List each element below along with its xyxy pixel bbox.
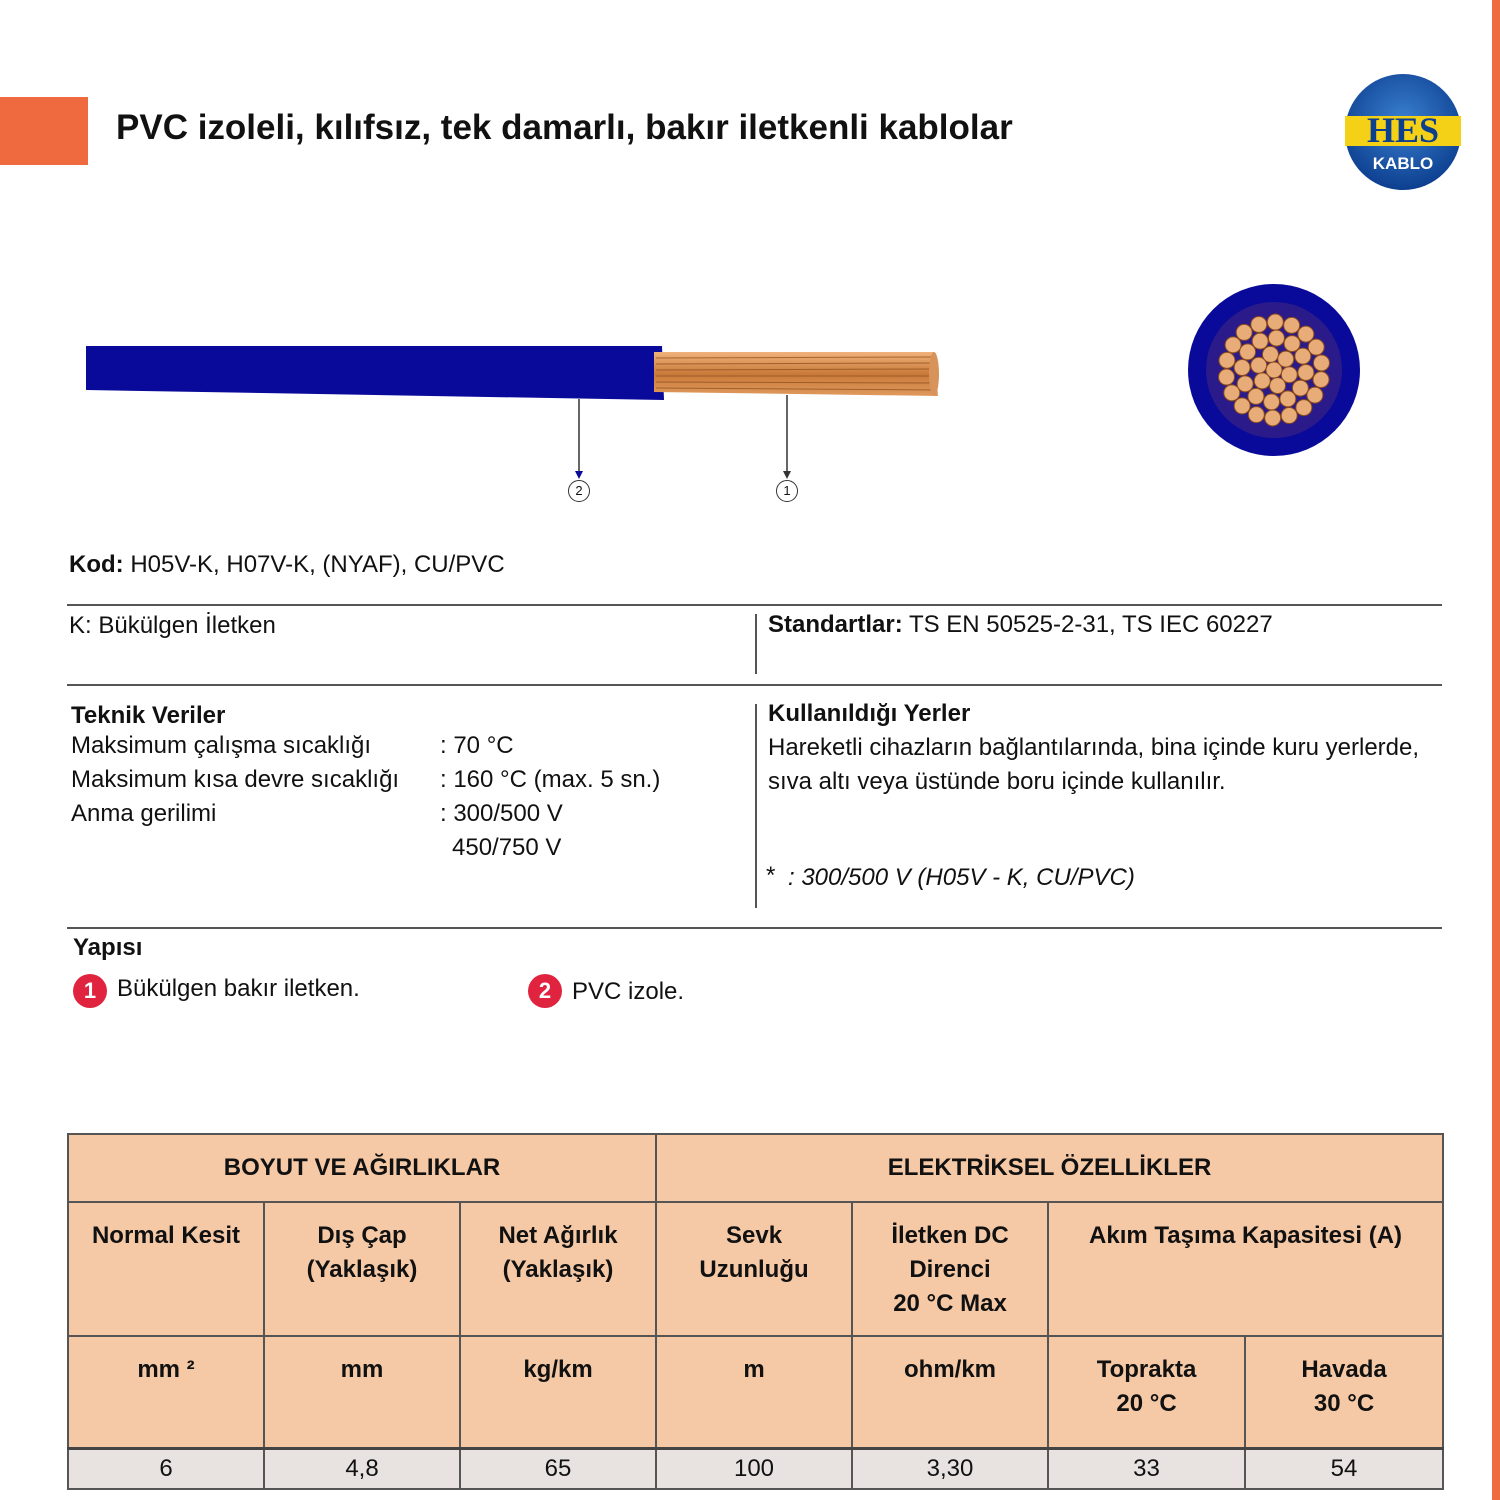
divider-1 <box>67 604 1442 606</box>
copper-strand <box>1224 385 1240 401</box>
divider-2 <box>67 684 1442 686</box>
copper-strand <box>1219 352 1235 368</box>
logo-text: HES <box>1366 110 1440 150</box>
vertical-divider-2 <box>755 704 757 908</box>
header-net-agirlik: Net Ağırlık (Yaklaşık) <box>460 1202 656 1336</box>
copper-strand <box>1262 346 1278 362</box>
logo-subtext: KABLO <box>1372 154 1434 173</box>
tech-label-2: Anma gerilimi <box>71 800 217 827</box>
copper-strand <box>1248 407 1264 423</box>
right-accent-border <box>1492 0 1500 1500</box>
standards-line <box>768 611 1273 639</box>
copper-strand <box>1268 330 1284 346</box>
copper-strand <box>1219 369 1235 385</box>
table-row <box>68 1448 1443 1489</box>
standards-label: Standartlar: <box>768 611 903 638</box>
tech-label-0: Maksimum çalışma sıcaklığı <box>71 732 372 759</box>
spec-table <box>67 1133 1444 1490</box>
code-value: H05V-K, H07V-K, (NYAF), CU/PVC <box>130 551 505 578</box>
vertical-divider-1 <box>755 614 757 674</box>
copper-strand <box>1254 373 1270 389</box>
cable-cross-section <box>1186 282 1362 458</box>
tech-value-0: : 70 °C <box>440 732 514 759</box>
copper-strand <box>1267 314 1283 330</box>
unit-mm: mm <box>264 1336 460 1448</box>
copper-strand <box>1236 324 1252 340</box>
group-dimensions: BOYUT VE AĞIRLIKLAR <box>68 1134 656 1202</box>
copper-strand <box>1264 394 1280 410</box>
unit-toprakta: Toprakta 20 °C <box>1048 1336 1245 1448</box>
usage-heading: Kullanıldığı Yerler <box>768 700 971 727</box>
callout-2: 2 <box>568 480 590 502</box>
header-dis-cap: Dış Çap (Yaklaşık) <box>264 1202 460 1336</box>
structure-item-2: PVC izole. <box>572 978 685 1005</box>
unit-kgkm: kg/km <box>460 1336 656 1448</box>
structure-heading: Yapısı <box>73 934 143 961</box>
copper-strand <box>1265 410 1281 426</box>
header-akim: Akım Taşıma Kapasitesi (A) <box>1048 1202 1443 1336</box>
copper-strand <box>1284 336 1300 352</box>
cell: 100 <box>656 1448 852 1489</box>
technical-heading: Teknik Veriler <box>71 702 226 729</box>
page-title: PVC izoleli, kılıfsız, tek damarlı, bakır iletkenli kablolar <box>116 108 1013 147</box>
copper-strand <box>1251 316 1267 332</box>
unit-ohmkm: ohm/km <box>852 1336 1048 1448</box>
copper-strand <box>1225 337 1241 353</box>
copper-strand <box>1278 351 1294 367</box>
group-electrical: ELEKTRİKSEL ÖZELLİKLER <box>656 1134 1443 1202</box>
header-normal-kesit: Normal Kesit <box>68 1202 264 1336</box>
cable-side-illustration <box>80 335 950 405</box>
standards-value: TS EN 50525-2-31, TS IEC 60227 <box>908 611 1273 638</box>
usage-note: : 300/500 V (H05V - K, CU/PVC) <box>788 864 1135 891</box>
pvc-insulation <box>86 346 664 400</box>
copper-strand <box>1252 333 1268 349</box>
copper-strand <box>1292 380 1308 396</box>
tech-value-1: : 160 °C (max. 5 sn.) <box>440 766 661 793</box>
header-dc-direnci: İletken DC Direnci 20 °C Max <box>852 1202 1048 1336</box>
copper-strand <box>1234 360 1250 376</box>
copper-strand <box>1234 398 1250 414</box>
structure-badge-1: 1 <box>73 974 107 1008</box>
usage-line-2: sıva altı veya üstünde boru içinde kullanılır. <box>768 768 1226 795</box>
copper-strand <box>1270 378 1286 394</box>
code-label: Kod: <box>69 551 124 578</box>
header-accent-tab <box>0 97 88 165</box>
structure-badge-2: 2 <box>528 974 562 1008</box>
divider-3 <box>67 927 1442 929</box>
tech-label-1: Maksimum kısa devre sıcaklığı <box>71 766 400 793</box>
copper-strand <box>1307 387 1323 403</box>
flex-note: K: Bükülgen İletken <box>69 612 276 639</box>
copper-strand <box>1240 344 1256 360</box>
copper-strand <box>1296 400 1312 416</box>
leader-lines <box>560 395 810 485</box>
code-line <box>69 551 505 579</box>
cell: 4,8 <box>264 1448 460 1489</box>
copper-strand <box>1281 408 1297 424</box>
tech-value-2: : 300/500 V <box>440 800 563 827</box>
copper-strand <box>1298 326 1314 342</box>
cell: 3,30 <box>852 1448 1048 1489</box>
cell: 54 <box>1245 1448 1443 1489</box>
callout-1: 1 <box>776 480 798 502</box>
copper-strand <box>1308 339 1324 355</box>
cell: 6 <box>68 1448 264 1489</box>
hes-kablo-logo <box>1343 72 1463 192</box>
header-sevk: Sevk Uzunluğu <box>656 1202 852 1336</box>
copper-strand <box>1313 372 1329 388</box>
copper-strand <box>1248 388 1264 404</box>
cell: 33 <box>1048 1448 1245 1489</box>
unit-mm2: mm ² <box>68 1336 264 1448</box>
structure-item-1: Bükülgen bakır iletken. <box>117 975 360 1002</box>
usage-line-1: Hareketli cihazların bağlantılarında, bina içinde kuru yerlerde, <box>768 734 1420 761</box>
usage-note-star: * <box>765 862 775 889</box>
copper-strand <box>1298 364 1314 380</box>
copper-strand <box>1313 355 1329 371</box>
unit-m: m <box>656 1336 852 1448</box>
unit-havada: Havada 30 °C <box>1245 1336 1443 1448</box>
copper-strand <box>1284 317 1300 333</box>
tech-value-3: 450/750 V <box>452 834 562 861</box>
cell: 65 <box>460 1448 656 1489</box>
copper-strand <box>1280 391 1296 407</box>
